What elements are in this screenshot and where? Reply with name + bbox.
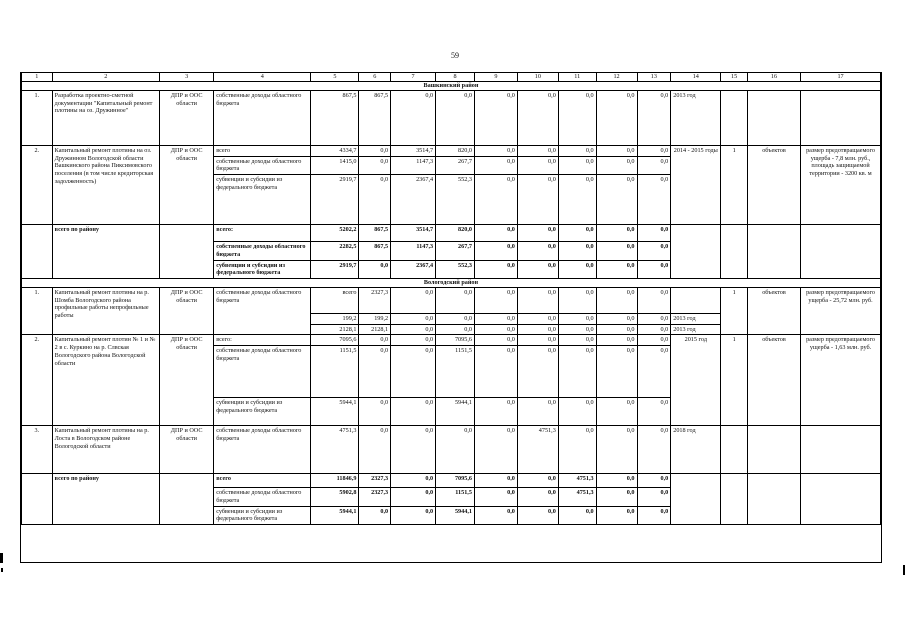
value-cell: 0,0 [596, 260, 637, 279]
budget-table-container [20, 72, 882, 563]
executor: ДПР и ООС области [160, 145, 214, 224]
empty-cell [801, 474, 881, 525]
effect: размер предотвращаемого ущерба - 7,8 млн. руб., площадь защищаемой территории - 3200 кв. м [801, 145, 881, 224]
period [671, 287, 721, 313]
value-cell: 0,0 [474, 242, 517, 261]
value-cell: 0,0 [391, 335, 436, 346]
value-cell: 0,0 [517, 175, 558, 225]
value-cell: 0,0 [436, 324, 475, 335]
scan-artifact [0, 553, 3, 563]
total-row [22, 474, 881, 488]
value-cell: 7095,6 [436, 335, 475, 346]
value-cell: 0,0 [637, 313, 671, 324]
effect: размер предотвращаемого ущерба - 25,72 млн. руб. [801, 287, 881, 335]
value-cell: 0,0 [517, 506, 558, 525]
value-cell: 0,0 [474, 287, 517, 313]
unit-cell [747, 90, 800, 145]
project-name: Капитальный ремонт плотины на оз. Дружинном Вологодской области Вашкинского района Пиксимовского поселения (в том числе кредиторская задолженность) [52, 145, 159, 224]
funding-source: собственные доходы областного бюджета [214, 488, 311, 507]
unit: объектов [747, 145, 800, 224]
header-cell: 15 [721, 73, 748, 82]
value-cell: 0,0 [474, 156, 517, 175]
region-title: Вашкинский район [22, 82, 881, 91]
value-cell: 0,0 [359, 506, 391, 525]
value-cell: 5944,1 [311, 398, 359, 426]
value-cell: 0,0 [474, 324, 517, 335]
value-cell: 1147,3 [391, 156, 436, 175]
funding-source: собственные доходы областного бюджета [214, 426, 311, 474]
empty-cell [747, 474, 800, 525]
value-cell: 0,0 [558, 398, 596, 426]
header-row [22, 73, 881, 82]
row-number: 1. [22, 90, 53, 145]
value-cell: 2128,1 [311, 324, 359, 335]
value-cell: 0,0 [359, 156, 391, 175]
empty-cell [160, 474, 214, 525]
value-cell: 0,0 [637, 324, 671, 335]
value-cell: 0,0 [474, 474, 517, 488]
value-cell: 2919,7 [311, 260, 359, 279]
value-cell: 2919,7 [311, 175, 359, 225]
period: 2014 - 2015 годы [671, 145, 721, 224]
header-cell: 6 [359, 73, 391, 82]
value-cell: 0,0 [391, 426, 436, 474]
header-cell: 7 [391, 73, 436, 82]
value-cell: 0,0 [391, 287, 436, 313]
value-cell: 867,5 [359, 90, 391, 145]
value-cell: 0,0 [558, 426, 596, 474]
effect-cell [801, 426, 881, 474]
value-cell: 5202,2 [311, 225, 359, 242]
value-cell: 1151,5 [311, 346, 359, 398]
value-cell: 0,0 [637, 90, 671, 145]
value-cell: 0,0 [558, 156, 596, 175]
budget-table [21, 72, 881, 525]
effect: размер предотвращаемого ущерба - 1,63 млн. руб. [801, 335, 881, 426]
value-cell: 0,0 [474, 175, 517, 225]
header-cell: 3 [160, 73, 214, 82]
value-cell: 3514,7 [391, 225, 436, 242]
value-cell: всего [311, 287, 359, 313]
value-cell: 0,0 [596, 324, 637, 335]
value-cell: 1415,0 [311, 156, 359, 175]
value-cell: 4751,3 [558, 474, 596, 488]
value-cell: 199,2 [311, 313, 359, 324]
value-cell: 0,0 [637, 175, 671, 225]
region-header-row [22, 82, 881, 91]
value-cell: 0,0 [359, 335, 391, 346]
value-cell: 0,0 [596, 398, 637, 426]
value-cell: 0,0 [517, 287, 558, 313]
value-cell: 0,0 [517, 145, 558, 156]
row-number: 3. [22, 426, 53, 474]
unit-cell [747, 426, 800, 474]
value-cell: 0,0 [596, 225, 637, 242]
value-cell: 0,0 [558, 260, 596, 279]
executor: ДПР и ООС области [160, 426, 214, 474]
value-cell: 0,0 [517, 313, 558, 324]
value-cell: 0,0 [517, 346, 558, 398]
value-cell: 0,0 [558, 335, 596, 346]
value-cell: 0,0 [558, 225, 596, 242]
value-cell: 0,0 [558, 145, 596, 156]
page-number: 59 [451, 51, 459, 60]
funding-source: субвенции и субсидии из федерального бюджета [214, 398, 311, 426]
value-cell: 5944,1 [311, 506, 359, 525]
value-cell: 0,0 [596, 426, 637, 474]
value-cell: 552,3 [436, 175, 475, 225]
value-cell: 0,0 [517, 156, 558, 175]
qty: 1 [721, 335, 748, 426]
empty-cell [22, 474, 53, 525]
header-cell: 2 [52, 73, 159, 82]
value-cell: 867,5 [359, 242, 391, 261]
scan-artifact [1, 568, 3, 572]
project-name: Разработка проектно-сметной документации "Капитальный ремонт плотины на оз. Дружинное" [52, 90, 159, 145]
funding-source: субвенции и субсидии из федерального бюджета [214, 506, 311, 525]
header-cell: 5 [311, 73, 359, 82]
header-cell: 4 [214, 73, 311, 82]
empty-cell [721, 225, 748, 279]
value-cell: 0,0 [517, 90, 558, 145]
qty: 1 [721, 145, 748, 224]
value-cell: 0,0 [558, 287, 596, 313]
row-number: 2. [22, 145, 53, 224]
value-cell: 0,0 [359, 175, 391, 225]
value-cell: 0,0 [596, 346, 637, 398]
value-cell: 0,0 [596, 175, 637, 225]
value-cell: 0,0 [474, 346, 517, 398]
header-cell: 1 [22, 73, 53, 82]
value-cell: 0,0 [359, 398, 391, 426]
header-cell: 12 [596, 73, 637, 82]
executor: ДПР и ООС области [160, 287, 214, 335]
project-name: Капитальный ремонт плотины на р. Лоста в Вологодском районе Вологодской области [52, 426, 159, 474]
header-cell: 9 [474, 73, 517, 82]
funding-source: собственные доходы областного бюджета [214, 346, 311, 398]
value-cell: 0,0 [637, 242, 671, 261]
region-title: Вологодский район [22, 279, 881, 288]
value-cell: 0,0 [596, 335, 637, 346]
value-cell: 0,0 [637, 426, 671, 474]
header-cell: 14 [671, 73, 721, 82]
value-cell: 0,0 [517, 324, 558, 335]
value-cell: 0,0 [436, 426, 475, 474]
value-cell: 0,0 [558, 313, 596, 324]
value-cell: 820,0 [436, 225, 475, 242]
header-cell: 8 [436, 73, 475, 82]
value-cell: 0,0 [558, 506, 596, 525]
header-cell: 13 [637, 73, 671, 82]
value-cell: 2367,4 [391, 260, 436, 279]
qty-cell [721, 90, 748, 145]
value-cell: 3514,7 [391, 145, 436, 156]
value-cell: 4751,3 [311, 426, 359, 474]
period: 2013 год [671, 313, 721, 324]
table-row [22, 335, 881, 346]
value-cell: 0,0 [558, 90, 596, 145]
value-cell: 0,0 [517, 225, 558, 242]
value-cell: 0,0 [596, 474, 637, 488]
value-cell: 0,0 [474, 335, 517, 346]
value-cell: 0,0 [558, 346, 596, 398]
row-number: 1. [22, 287, 53, 335]
total-label: всего по району [52, 474, 159, 525]
value-cell: 0,0 [637, 506, 671, 525]
funding-source: всего: [214, 335, 311, 346]
empty-cell [671, 474, 721, 525]
period: 2013 год [671, 324, 721, 335]
value-cell: 0,0 [474, 90, 517, 145]
value-cell: 0,0 [517, 242, 558, 261]
funding-source: всего [214, 145, 311, 156]
value-cell: 0,0 [517, 260, 558, 279]
value-cell: 0,0 [474, 225, 517, 242]
value-cell: 267,7 [436, 156, 475, 175]
value-cell: 2327,3 [359, 474, 391, 488]
value-cell: 0,0 [474, 426, 517, 474]
unit: объектов [747, 287, 800, 335]
value-cell: 0,0 [474, 488, 517, 507]
value-cell: 0,0 [558, 175, 596, 225]
value-cell: 0,0 [637, 346, 671, 398]
qty-cell [721, 426, 748, 474]
value-cell: 0,0 [558, 242, 596, 261]
header-cell: 10 [517, 73, 558, 82]
value-cell: 0,0 [517, 474, 558, 488]
value-cell: 5944,1 [436, 506, 475, 525]
funding-source: всего: [214, 225, 311, 242]
empty-cell [671, 225, 721, 279]
value-cell: 0,0 [637, 335, 671, 346]
project-name: Капитальный ремонт плотины на р. Шомба Вологодского района профильные работы непрофильные работы [52, 287, 159, 335]
value-cell: 4334,7 [311, 145, 359, 156]
empty-cell [747, 225, 800, 279]
value-cell: 0,0 [558, 324, 596, 335]
value-cell: 0,0 [474, 506, 517, 525]
value-cell: 0,0 [637, 156, 671, 175]
value-cell: 0,0 [596, 145, 637, 156]
value-cell: 0,0 [637, 474, 671, 488]
unit: объектов [747, 335, 800, 426]
value-cell: 0,0 [637, 398, 671, 426]
empty-cell [801, 225, 881, 279]
header-cell: 17 [801, 73, 881, 82]
effect-cell [801, 90, 881, 145]
value-cell: 1151,5 [436, 346, 475, 398]
value-cell: 1151,5 [436, 488, 475, 507]
value-cell: 4751,3 [517, 426, 558, 474]
value-cell: 1147,3 [391, 242, 436, 261]
value-cell: 0,0 [517, 335, 558, 346]
funding-source: субвенции и субсидии из федерального бюджета [214, 175, 311, 225]
value-cell: 0,0 [474, 260, 517, 279]
value-cell: 2128,1 [359, 324, 391, 335]
value-cell: 0,0 [596, 90, 637, 145]
value-cell: 0,0 [391, 474, 436, 488]
table-row [22, 426, 881, 474]
row-number: 2. [22, 335, 53, 426]
funding-source: всего [214, 474, 311, 488]
value-cell: 0,0 [391, 398, 436, 426]
value-cell: 0,0 [436, 313, 475, 324]
value-cell: 0,0 [474, 145, 517, 156]
value-cell: 0,0 [637, 145, 671, 156]
total-row [22, 225, 881, 242]
value-cell: 0,0 [391, 324, 436, 335]
value-cell: 11846,9 [311, 474, 359, 488]
table-row [22, 287, 881, 313]
value-cell: 0,0 [359, 346, 391, 398]
value-cell: 2327,3 [359, 488, 391, 507]
value-cell: 7095,6 [436, 474, 475, 488]
funding-source: собственные доходы областного бюджета [214, 90, 311, 145]
table-row [22, 145, 881, 156]
value-cell: 0,0 [391, 506, 436, 525]
value-cell: 0,0 [637, 287, 671, 313]
period: 2018 год [671, 426, 721, 474]
value-cell: 0,0 [359, 145, 391, 156]
funding-source: собственные доходы областного бюджета [214, 156, 311, 175]
value-cell: 0,0 [637, 488, 671, 507]
value-cell: 0,0 [517, 398, 558, 426]
value-cell: 0,0 [391, 346, 436, 398]
value-cell: 0,0 [474, 313, 517, 324]
value-cell: 552,3 [436, 260, 475, 279]
value-cell: 4751,3 [558, 488, 596, 507]
value-cell: 0,0 [596, 242, 637, 261]
empty-cell [22, 225, 53, 279]
value-cell: 0,0 [596, 506, 637, 525]
period: 2013 год [671, 90, 721, 145]
value-cell: 0,0 [359, 260, 391, 279]
value-cell: 0,0 [517, 488, 558, 507]
value-cell: 820,0 [436, 145, 475, 156]
table-row [22, 90, 881, 145]
executor: ДПР и ООС области [160, 335, 214, 426]
empty-cell [721, 474, 748, 525]
project-name: Капитальный ремонт плотин № 1 и № 2 в с. Куркино на р. Слвская Вологодского района Вологодской области [52, 335, 159, 426]
funding-source: субвенции и субсидии из федерального бюджета [214, 260, 311, 279]
value-cell: 0,0 [436, 287, 475, 313]
value-cell: 0,0 [637, 225, 671, 242]
value-cell: 0,0 [596, 313, 637, 324]
empty-cell [160, 225, 214, 279]
value-cell: 0,0 [474, 398, 517, 426]
funding-source: собственные доходы областного бюджета [214, 287, 311, 335]
value-cell: 0,0 [436, 90, 475, 145]
value-cell: 0,0 [596, 488, 637, 507]
value-cell: 867,5 [311, 90, 359, 145]
value-cell: 0,0 [596, 156, 637, 175]
region-header-row [22, 279, 881, 288]
header-cell: 16 [747, 73, 800, 82]
value-cell: 0,0 [391, 90, 436, 145]
header-cell: 11 [558, 73, 596, 82]
value-cell: 2367,4 [391, 175, 436, 225]
period: 2015 год [671, 335, 721, 426]
executor: ДПР и ООС области [160, 90, 214, 145]
value-cell: 2327,3 [359, 287, 391, 313]
funding-source: собственные доходы областного бюджета [214, 242, 311, 261]
qty: 1 [721, 287, 748, 335]
value-cell: 5902,8 [311, 488, 359, 507]
value-cell: 867,5 [359, 225, 391, 242]
value-cell: 199,2 [359, 313, 391, 324]
value-cell: 0,0 [596, 287, 637, 313]
total-label: всего по району [52, 225, 159, 279]
value-cell: 5944,1 [436, 398, 475, 426]
value-cell: 267,7 [436, 242, 475, 261]
value-cell: 2282,5 [311, 242, 359, 261]
value-cell: 0,0 [637, 260, 671, 279]
value-cell: 7095,6 [311, 335, 359, 346]
value-cell: 0,0 [359, 426, 391, 474]
value-cell: 0,0 [391, 488, 436, 507]
value-cell: 0,0 [391, 313, 436, 324]
